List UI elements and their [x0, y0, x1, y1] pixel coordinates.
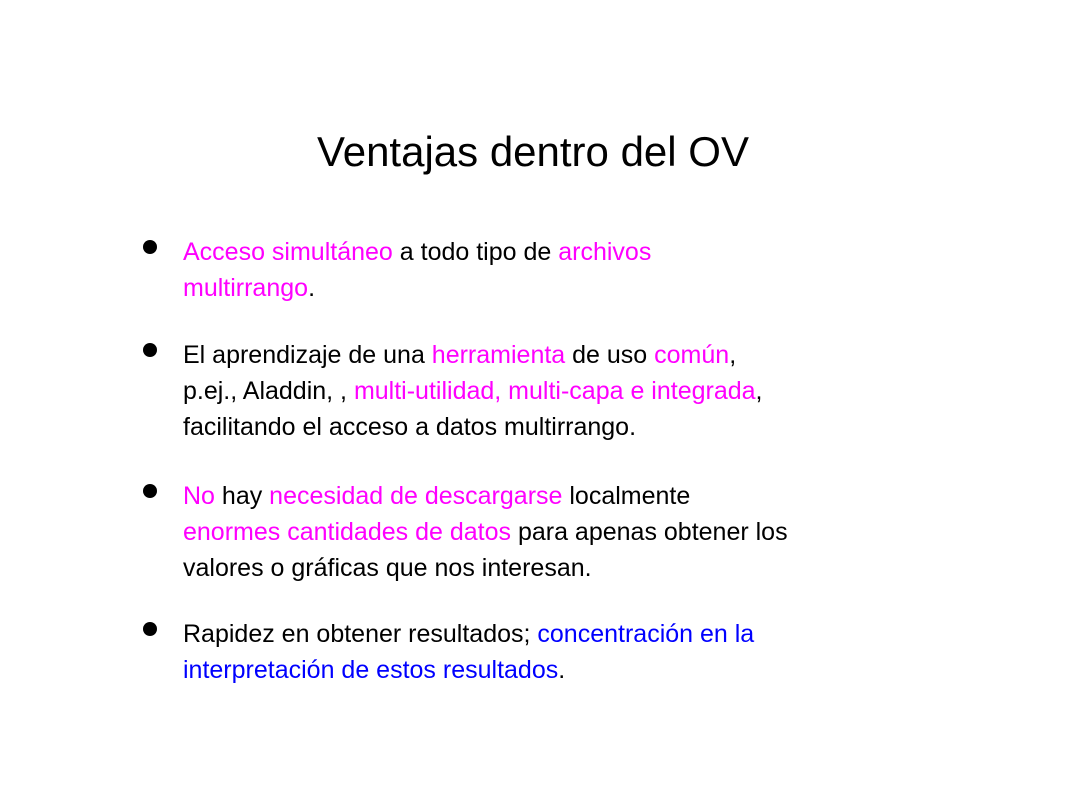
bullet-text-segment: ,: [729, 341, 737, 369]
bullet-line: [183, 652, 953, 688]
bullet-item: [183, 616, 953, 688]
bullet-text-segment: para apenas obtener los: [511, 518, 788, 546]
bullet-text-segment: de uso: [565, 341, 655, 369]
highlighted-text-segment: concentración en la: [537, 620, 755, 648]
bullet-text-segment: p.ej., Aladdin, ,: [183, 377, 354, 405]
bullet-icon: [143, 343, 157, 357]
highlighted-text-segment: enormes cantidades de datos: [183, 518, 511, 546]
bullet-text-segment: a todo tipo de: [392, 238, 559, 266]
highlighted-text-segment: archivos: [558, 238, 652, 266]
highlighted-text-segment: herramienta: [431, 341, 566, 369]
bullet-text-segment: .: [558, 656, 566, 684]
bullet-text-segment: localmente: [562, 482, 691, 510]
bullet-text-segment: .: [308, 274, 316, 302]
bullet-icon: [143, 484, 157, 498]
bullet-text-segment: Rapidez en obtener resultados;: [183, 620, 538, 648]
bullet-text-segment: El aprendizaje de una: [183, 341, 432, 369]
bullet-line: [183, 514, 953, 550]
highlighted-text-segment: multirrango: [183, 274, 309, 302]
highlighted-text-segment: multi-utilidad, multi-capa e integrada: [353, 377, 756, 405]
bullet-icon: [143, 240, 157, 254]
highlighted-text-segment: necesidad de descargarse: [269, 482, 563, 510]
bullet-line: [183, 550, 953, 586]
bullet-item: [183, 337, 953, 445]
bullet-item: [183, 478, 953, 586]
bullet-line: [183, 270, 953, 306]
bullet-text-segment: valores o gráficas que nos interesan.: [183, 554, 592, 582]
bullet-item: [183, 234, 953, 306]
highlighted-text-segment: No: [183, 482, 215, 510]
highlighted-text-segment: interpretación de estos resultados: [183, 656, 559, 684]
bullet-text-segment: hay: [214, 482, 270, 510]
bullet-line: [183, 337, 953, 373]
bullet-text-segment: facilitando el acceso a datos multirrango.: [183, 413, 637, 441]
bullet-icon: [143, 622, 157, 636]
bullet-line: [183, 234, 953, 270]
slide-title: Ventajas dentro del OV: [317, 128, 749, 175]
bullet-text-segment: ,: [755, 377, 763, 405]
bullet-line: [183, 616, 953, 652]
bullet-line: [183, 478, 953, 514]
highlighted-text-segment: Acceso simultáneo: [183, 238, 393, 266]
highlighted-text-segment: común: [654, 341, 730, 369]
bullet-line: [183, 373, 953, 409]
bullet-line: [183, 409, 953, 445]
